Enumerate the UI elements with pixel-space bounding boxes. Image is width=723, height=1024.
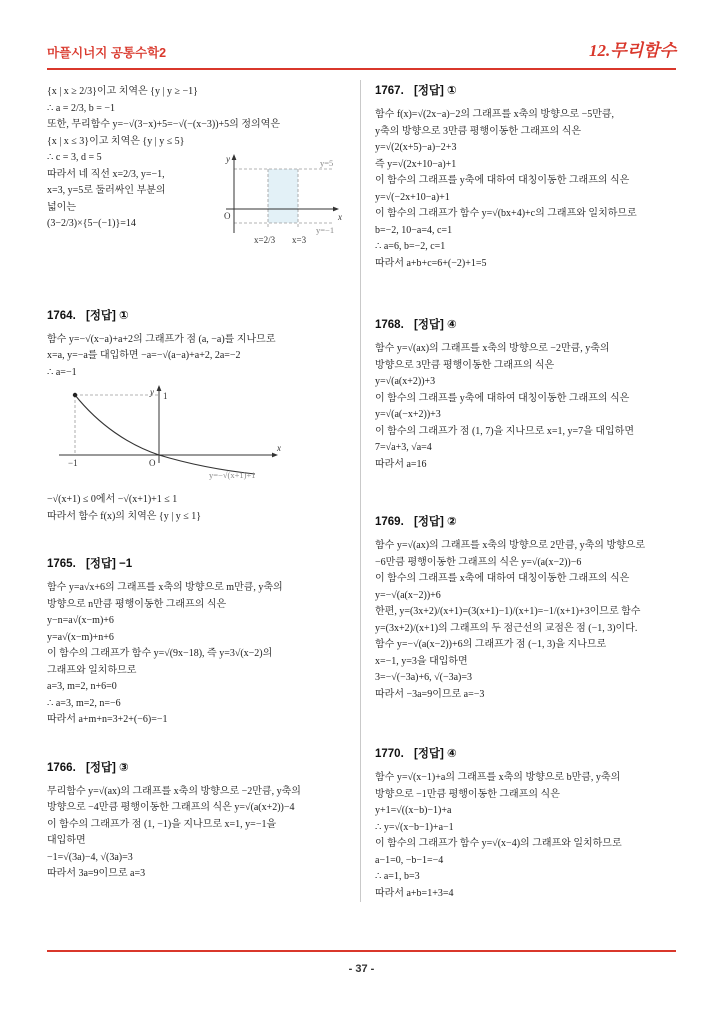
solution-line: 한편, y=(3x+2)/(x+1)=(3(x+1)−1)/(x+1)=−1/(x+1)+3이므로 함수 [375, 606, 641, 617]
problem-1764 [47, 307, 348, 526]
solution-lines [47, 167, 223, 233]
tick-label-1: 1 [163, 391, 168, 401]
page-header [47, 36, 676, 70]
book-title: 마플시너지 공통수학2 [47, 46, 167, 60]
solution-lines [47, 492, 348, 525]
solution-line: {x | x ≤ 3}이고 치역은 {y | y ≤ 5} [47, 135, 185, 147]
solution-line: −6만큼 평행이동한 그래프의 식은 y=√(a(x−2))−6 [375, 556, 582, 568]
problem-heading [375, 316, 675, 332]
solution-line: (3−2/3)×{5−(−1)}=14 [47, 218, 136, 229]
solution-line: ∴ a = 2/3, b = −1 [47, 102, 115, 114]
solution-line: 이 함수의 그래프를 x축에 대하여 대칭이동한 그래프의 식은 [375, 573, 630, 584]
solution-line: y+1=√((x−b)−1)+a [375, 805, 452, 816]
problem-answer: [정답] ④ [413, 319, 457, 331]
region-area-graph [222, 153, 346, 249]
start-point [73, 393, 77, 397]
solution-line: 따라서 −3a=9이므로 a=−3 [375, 688, 485, 700]
solution-line: 방향으로 3만큼 평행이동한 그래프의 식은 [375, 359, 555, 371]
solution-line: y=√(2(x+5)−a)−2+3 [375, 142, 457, 153]
solution-line: 따라서 a+b+c=6+(−2)+1=5 [375, 257, 487, 269]
solution-lines [47, 332, 348, 382]
problem-heading [47, 759, 348, 775]
solution-line: −1=√(3a)−4, √(3a)=3 [47, 851, 133, 863]
problem-heading [375, 513, 675, 529]
curve-graph-block [47, 385, 348, 486]
solution-line: 함수 y=a√x+6의 그래프를 x축의 방향으로 m만큼, y축의 [47, 582, 283, 593]
line-label-y-minus1: y=−1 [316, 224, 335, 235]
solution-line: x=3, y=5로 둘러싸인 부분의 [47, 185, 166, 196]
solution-line: 함수 y=√(ax)의 그래프를 x축의 방향으로 −2만큼, y축의 [375, 343, 610, 354]
solution-line: 따라서 a+b=1+3=4 [375, 887, 454, 899]
line-label-y5: y=5 [320, 157, 334, 168]
right-column [361, 80, 675, 902]
solution-line: 이 함수의 그래프를 y축에 대하여 대칭이동한 그래프의 식은 [375, 392, 630, 404]
x-axis-arrow [333, 206, 339, 211]
solution-line: 7=√a+3, √a=4 [375, 442, 432, 453]
solution-line: ∴ c = 3, d = 5 [47, 152, 102, 163]
origin-label: O [224, 210, 231, 221]
tick-label-minus1: −1 [68, 458, 78, 468]
solution-line: ∴ a=−1 [47, 366, 77, 378]
solution-line: 함수 f(x)=√(2x−a)−2의 그래프를 x축의 방향으로 −5만큼, [375, 109, 615, 120]
problem-1769 [375, 513, 675, 703]
y-axis-label: y [226, 153, 230, 164]
sqrt-curve-graph [47, 385, 285, 481]
solution-line: a−1=0, −b−1=−4 [375, 854, 444, 866]
problem-answer: [정답] ① [413, 85, 457, 97]
solution-line: 방향으로 n만큼 평행이동한 그래프의 식은 [47, 598, 227, 610]
page-number: - 37 - [348, 963, 375, 975]
problem-1766 [47, 759, 348, 883]
curve-equation-label: y=−√(x+1)+1 [209, 470, 256, 480]
solution-line: 이 함수의 그래프가 함수 y=√(bx+4)+c의 그래프와 일치하므로 [375, 208, 637, 219]
solution-line: y=−√(a(x−2))+6 [375, 589, 441, 601]
x-axis-label: x [338, 211, 342, 222]
solution-line: y=√(−2x+10−a)+1 [375, 191, 450, 203]
solution-line: {x | x ≥ 2/3}이고 치역은 {y | y ≥ −1} [47, 86, 198, 97]
solution-line: ∴ a=6, b=−2, c=1 [375, 241, 446, 252]
solution-line: 이 함수의 그래프가 점 (1, −1)을 지나므로 x=1, y=−1을 [47, 818, 277, 830]
page-footer [47, 950, 676, 975]
solution-line: 함수 y=−√(a(x−2))+6의 그래프가 점 (−1, 3)을 지나므로 [375, 639, 607, 650]
problem-answer: [정답] ③ [85, 761, 129, 774]
solution-line: 방향으로 −4만큼 평행이동한 그래프의 식은 y=√(a(x+2))−4 [47, 802, 295, 813]
solution-line: y축의 방향으로 3만큼 평행이동한 그래프의 식은 [375, 125, 582, 137]
problem-heading [375, 82, 675, 98]
solution-line: y−n=a√(x−m)+6 [47, 615, 114, 626]
solution-lines [47, 580, 348, 729]
solution-line: 무리함수 y=√(ax)의 그래프를 x축의 방향으로 −2만큼, y축의 [47, 785, 301, 797]
solution-line: x=a, y=−a를 대입하면 −a=−√(a−a)+a+2, 2a=−2 [47, 350, 241, 361]
two-column-body [47, 80, 676, 902]
problem-answer: [정답] ① [85, 309, 129, 322]
solution-line: −√(x+1) ≤ 0에서 −√(x+1)+1 ≤ 1 [47, 494, 178, 505]
problem-number: 1765. [47, 558, 76, 570]
problem-answer: [정답] ④ [413, 748, 457, 760]
problem-number: 1767. [375, 85, 404, 97]
solution-line: 함수 y=−√(x−a)+a+2의 그래프가 점 (a, −a)를 지나므로 [47, 333, 276, 345]
line-label-x3: x=3 [292, 234, 307, 245]
solution-line: 따라서 a=16 [375, 458, 427, 470]
solution-line: 이 함수의 그래프가 점 (1, 7)을 지나므로 x=1, y=7을 대입하면 [375, 425, 634, 437]
solution-line: y=a√(x−m)+n+6 [47, 631, 114, 643]
problem-1768 [375, 316, 675, 473]
solution-line: 또한, 무리함수 y=−√(3−x)+5=−√(−(x−3))+5의 정의역은 [47, 119, 280, 130]
solution-line: 이 함수의 그래프가 함수 y=√(9x−18), 즉 y=3√(x−2)의 [47, 648, 273, 659]
solution-line: a=3, m=2, n+6=0 [47, 681, 117, 692]
solution-line: x=−1, y=3을 대입하면 [375, 655, 468, 667]
solution-line: 대입하면 [47, 835, 86, 846]
solution-line: ∴ y=√(x−b−1)+a−1 [375, 821, 454, 833]
line-label-x-two-thirds: x=2/3 [254, 234, 276, 245]
solution-line: 이 함수의 그래프가 함수 y=√(x−4)의 그래프와 일치하므로 [375, 838, 622, 849]
y-axis-label: y [150, 387, 154, 397]
solution-line: 따라서 네 직선 x=2/3, y=−1, [47, 168, 165, 180]
problem-heading [47, 555, 348, 571]
problem-heading [47, 307, 348, 323]
y-axis-arrow [157, 385, 162, 391]
chapter-title: 12.무리함수 [589, 41, 676, 60]
solution-lines [47, 784, 348, 883]
problem-number: 1764. [47, 309, 76, 322]
solution-lines [375, 770, 675, 902]
origin-label: O [149, 458, 156, 468]
problem-number: 1770. [375, 748, 404, 760]
problem-1770 [375, 745, 675, 902]
solution-lines [375, 341, 675, 473]
solution-line: 따라서 3a=9이므로 a=3 [47, 868, 146, 879]
function-curve [75, 395, 255, 474]
solution-line: y=√(a(x+2))+3 [375, 376, 436, 387]
solution-line: 함수 y=√(ax)의 그래프를 x축의 방향으로 2만큼, y축의 방향으로 [375, 540, 646, 551]
problem-1765 [47, 555, 348, 729]
left-column [47, 80, 361, 902]
continued-solution [47, 84, 348, 277]
solution-line: 3=−√(−3a)+6, √(−3a)=3 [375, 672, 473, 683]
problem-number: 1769. [375, 516, 404, 528]
solution-line: 따라서 함수 f(x)의 치역은 {y | y ≤ 1} [47, 510, 202, 522]
problem-answer: [정답] ② [413, 516, 457, 528]
problem-number: 1766. [47, 761, 76, 774]
problem-1767 [375, 82, 675, 272]
solution-line: 즉 y=√(2x+10−a)+1 [375, 158, 457, 170]
solution-lines [375, 538, 675, 703]
solution-line: b=−2, 10−a=4, c=1 [375, 224, 453, 236]
problem-answer: [정답] −1 [85, 558, 133, 570]
y-axis-arrow [232, 154, 237, 160]
solution-line: 따라서 a+m+n=3+2+(−6)=−1 [47, 714, 168, 725]
solution-line: y=(3x+2)/(x+1)의 그래프의 두 점근선의 교점은 점 (−1, 3)이다. [375, 622, 638, 634]
x-axis-arrow [272, 453, 278, 458]
solution-line: ∴ a=1, b=3 [375, 871, 420, 882]
solution-line: ∴ a=3, m=2, n=−6 [47, 697, 121, 709]
solution-line: 함수 y=√(x−1)+a의 그래프를 x축의 방향으로 b만큼, y축의 [375, 772, 621, 783]
shaded-region [268, 169, 298, 223]
solution-line: 그래프와 일치하므로 [47, 664, 137, 676]
solution-line: 넓이는 [47, 201, 76, 213]
problem-heading [375, 745, 675, 761]
problem-number: 1768. [375, 319, 404, 331]
solution-line: 방향으로 −1만큼 평행이동한 그래프의 식은 [375, 788, 560, 800]
x-axis-label: x [277, 443, 281, 453]
solution-line: y=√(a(−x+2))+3 [375, 409, 441, 420]
solution-line: 이 함수의 그래프를 y축에 대하여 대칭이동한 그래프의 식은 [375, 175, 630, 186]
solution-lines [375, 107, 675, 272]
